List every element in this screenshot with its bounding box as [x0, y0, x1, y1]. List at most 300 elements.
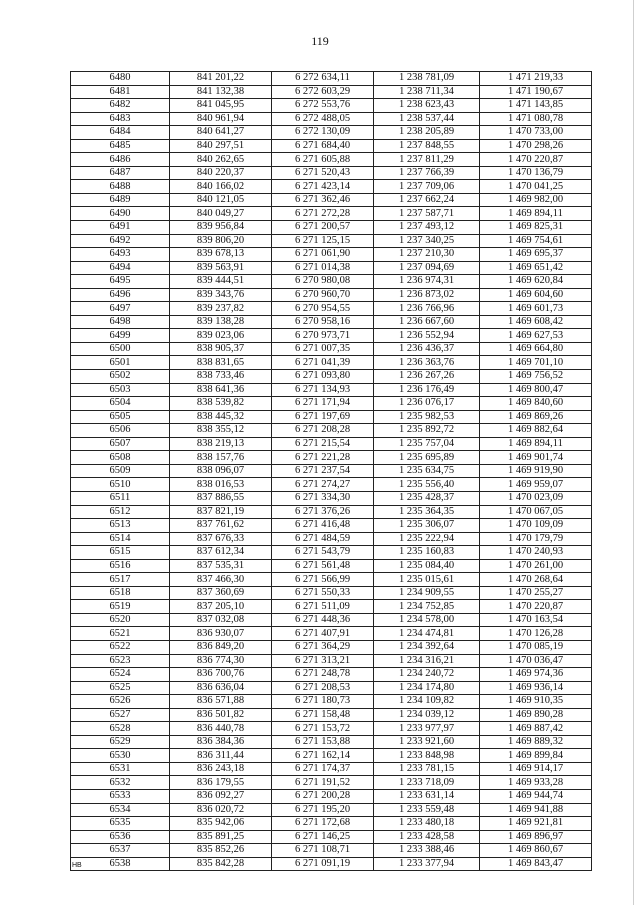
coordinate-cell: 1 234 240,72 — [374, 668, 480, 682]
coordinate-cell: 6 271 208,28 — [272, 424, 374, 438]
coordinate-cell: 1 469 936,14 — [480, 681, 592, 695]
coordinate-cell: 1 236 873,02 — [374, 288, 480, 302]
coordinate-cell: 6 271 146,25 — [272, 830, 374, 844]
table-row — [71, 248, 592, 262]
coordinate-cell: 1 233 848,98 — [374, 749, 480, 763]
point-number-cell: 6495 — [71, 275, 170, 289]
coordinate-cell: 6 271 171,94 — [272, 397, 374, 411]
point-number-cell: 6538 — [71, 857, 170, 871]
table-row — [71, 762, 592, 776]
coordinate-cell: 1 234 752,85 — [374, 600, 480, 614]
coordinate-cell: 6 271 200,28 — [272, 789, 374, 803]
coordinate-cell: 1 236 076,17 — [374, 397, 480, 411]
coordinate-cell: 838 096,07 — [170, 464, 272, 478]
coordinate-cell: 839 343,76 — [170, 288, 272, 302]
table-row — [71, 559, 592, 573]
table-row — [71, 451, 592, 465]
coordinate-cell: 1 237 587,71 — [374, 207, 480, 221]
coordinate-cell: 6 271 091,19 — [272, 857, 374, 871]
coordinate-cell: 6 271 416,48 — [272, 519, 374, 533]
point-number-cell: 6512 — [71, 505, 170, 519]
coordinate-cell: 1 236 974,31 — [374, 275, 480, 289]
coordinate-cell: 1 469 843,47 — [480, 857, 592, 871]
coordinate-cell: 839 678,13 — [170, 248, 272, 262]
coordinate-cell: 1 470 109,09 — [480, 519, 592, 533]
coordinate-cell: 1 469 890,28 — [480, 708, 592, 722]
table-row — [71, 532, 592, 546]
coordinate-cell: 6 271 520,43 — [272, 166, 374, 180]
coordinate-cell: 1 470 067,05 — [480, 505, 592, 519]
point-number-cell: 6491 — [71, 221, 170, 235]
coordinate-cell: 1 235 222,94 — [374, 532, 480, 546]
coordinate-cell: 1 237 493,12 — [374, 221, 480, 235]
table-row — [71, 857, 592, 871]
coordinate-cell: 840 049,27 — [170, 207, 272, 221]
coordinate-cell: 1 469 889,32 — [480, 735, 592, 749]
table-row — [71, 166, 592, 180]
coordinate-cell: 1 234 578,00 — [374, 613, 480, 627]
table-row — [71, 397, 592, 411]
coordinate-cell: 1 469 756,52 — [480, 370, 592, 384]
coordinate-cell: 836 243,18 — [170, 762, 272, 776]
coordinate-cell: 1 469 608,42 — [480, 315, 592, 329]
coordinate-cell: 1 237 094,69 — [374, 261, 480, 275]
table-row — [71, 546, 592, 560]
point-number-cell: 6503 — [71, 383, 170, 397]
coordinate-cell: 840 297,51 — [170, 139, 272, 153]
point-number-cell: 6501 — [71, 356, 170, 370]
coordinate-cell: 1 470 733,00 — [480, 126, 592, 140]
table-row — [71, 112, 592, 126]
coordinate-cell: 6 271 215,54 — [272, 437, 374, 451]
coordinate-cell: 6 272 488,05 — [272, 112, 374, 126]
coordinate-cell: 835 852,26 — [170, 844, 272, 858]
coordinate-cell: 6 271 108,71 — [272, 844, 374, 858]
coordinate-cell: 1 235 982,53 — [374, 410, 480, 424]
coordinate-cell: 1 469 933,28 — [480, 776, 592, 790]
coordinate-cell: 836 179,55 — [170, 776, 272, 790]
table-row — [71, 370, 592, 384]
coordinate-cell: 1 469 664,80 — [480, 342, 592, 356]
coordinate-cell: 6 271 362,46 — [272, 193, 374, 207]
point-number-cell: 6499 — [71, 329, 170, 343]
table-row — [71, 573, 592, 587]
point-number-cell: 6515 — [71, 546, 170, 560]
coordinate-cell: 1 469 914,17 — [480, 762, 592, 776]
coordinate-cell: 6 271 093,80 — [272, 370, 374, 384]
coordinate-cell: 1 235 556,40 — [374, 478, 480, 492]
coordinate-cell: 836 930,07 — [170, 627, 272, 641]
table-row — [71, 478, 592, 492]
coordinate-cell: 6 271 274,27 — [272, 478, 374, 492]
coordinate-cell: 1 469 887,42 — [480, 722, 592, 736]
coordinate-cell: 6 271 376,26 — [272, 505, 374, 519]
coordinate-cell: 837 205,10 — [170, 600, 272, 614]
coordinate-cell: 1 469 754,61 — [480, 234, 592, 248]
table-row — [71, 126, 592, 140]
footer-mark: НВ — [72, 862, 82, 869]
point-number-cell: 6528 — [71, 722, 170, 736]
coordinate-cell: 1 469 894,11 — [480, 207, 592, 221]
point-number-cell: 6518 — [71, 586, 170, 600]
coordinate-cell: 841 045,95 — [170, 99, 272, 113]
coordinate-cell: 836 571,88 — [170, 695, 272, 709]
coordinate-cell: 6 271 061,90 — [272, 248, 374, 262]
coordinate-cell: 1 233 377,94 — [374, 857, 480, 871]
coordinate-cell: 6 271 550,33 — [272, 586, 374, 600]
coordinate-cell: 1 235 428,37 — [374, 491, 480, 505]
table-row — [71, 99, 592, 113]
coordinate-cell: 1 234 392,64 — [374, 640, 480, 654]
table-row — [71, 342, 592, 356]
point-number-cell: 6537 — [71, 844, 170, 858]
table-row — [71, 410, 592, 424]
coordinate-cell: 1 471 143,85 — [480, 99, 592, 113]
coordinate-cell: 838 219,13 — [170, 437, 272, 451]
point-number-cell: 6502 — [71, 370, 170, 384]
coordinate-cell: 1 237 848,55 — [374, 139, 480, 153]
coordinate-cell: 1 469 800,47 — [480, 383, 592, 397]
point-number-cell: 6531 — [71, 762, 170, 776]
coordinate-cell: 6 271 684,40 — [272, 139, 374, 153]
point-number-cell: 6482 — [71, 99, 170, 113]
coordinate-cell: 6 271 484,59 — [272, 532, 374, 546]
coordinate-cell: 1 236 267,26 — [374, 370, 480, 384]
point-number-cell: 6533 — [71, 789, 170, 803]
table-row — [71, 193, 592, 207]
coordinate-cell: 1 236 436,37 — [374, 342, 480, 356]
coordinate-cell: 1 470 240,93 — [480, 546, 592, 560]
table-row — [71, 654, 592, 668]
coordinate-cell: 1 237 662,24 — [374, 193, 480, 207]
coordinate-cell: 6 271 134,93 — [272, 383, 374, 397]
table-row — [71, 817, 592, 831]
page-number: 119 — [311, 34, 329, 48]
coordinate-cell: 6 271 364,29 — [272, 640, 374, 654]
coordinate-cell: 1 235 634,75 — [374, 464, 480, 478]
coordinate-cell: 840 961,94 — [170, 112, 272, 126]
table-row — [71, 803, 592, 817]
coordinate-cell: 840 262,65 — [170, 153, 272, 167]
coordinate-cell: 1 469 901,74 — [480, 451, 592, 465]
table-row — [71, 315, 592, 329]
coordinate-cell: 1 233 921,60 — [374, 735, 480, 749]
coordinate-cell: 1 235 084,40 — [374, 559, 480, 573]
table-row — [71, 844, 592, 858]
coordinate-cell: 1 237 709,06 — [374, 180, 480, 194]
coordinate-cell: 840 641,27 — [170, 126, 272, 140]
table-row — [71, 72, 592, 86]
point-number-cell: 6527 — [71, 708, 170, 722]
coordinate-cell: 1 471 190,67 — [480, 85, 592, 99]
coordinate-cell: 6 271 237,54 — [272, 464, 374, 478]
coordinate-cell: 6 271 162,14 — [272, 749, 374, 763]
coordinate-cell: 1 471 080,78 — [480, 112, 592, 126]
point-number-cell: 6520 — [71, 613, 170, 627]
coordinate-cell: 6 271 014,38 — [272, 261, 374, 275]
coordinate-cell: 1 469 825,31 — [480, 221, 592, 235]
coordinate-cell: 1 469 860,67 — [480, 844, 592, 858]
coordinate-cell: 6 271 543,79 — [272, 546, 374, 560]
coordinate-cell: 836 384,36 — [170, 735, 272, 749]
coordinate-cell: 837 360,69 — [170, 586, 272, 600]
point-number-cell: 6535 — [71, 817, 170, 831]
point-number-cell: 6532 — [71, 776, 170, 790]
coordinate-cell: 1 470 220,87 — [480, 600, 592, 614]
point-number-cell: 6492 — [71, 234, 170, 248]
table-row — [71, 207, 592, 221]
coordinate-cell: 1 470 255,27 — [480, 586, 592, 600]
point-number-cell: 6517 — [71, 573, 170, 587]
point-number-cell: 6530 — [71, 749, 170, 763]
point-number-cell: 6498 — [71, 315, 170, 329]
coordinate-cell: 1 238 205,89 — [374, 126, 480, 140]
coordinate-cell: 838 016,53 — [170, 478, 272, 492]
coordinates-table-body — [71, 72, 592, 871]
coordinates-table — [70, 71, 592, 871]
coordinate-cell: 6 271 195,20 — [272, 803, 374, 817]
table-row — [71, 329, 592, 343]
point-number-cell: 6507 — [71, 437, 170, 451]
table-row — [71, 234, 592, 248]
coordinate-cell: 839 237,82 — [170, 302, 272, 316]
coordinate-cell: 6 271 221,28 — [272, 451, 374, 465]
table-row — [71, 180, 592, 194]
coordinate-cell: 1 235 757,04 — [374, 437, 480, 451]
coordinate-cell: 1 236 552,94 — [374, 329, 480, 343]
coordinate-cell: 1 470 268,64 — [480, 573, 592, 587]
table-row — [71, 221, 592, 235]
point-number-cell: 6483 — [71, 112, 170, 126]
coordinate-cell: 6 272 603,29 — [272, 85, 374, 99]
coordinate-cell: 6 271 153,88 — [272, 735, 374, 749]
coordinate-cell: 1 238 711,34 — [374, 85, 480, 99]
coordinate-cell: 1 235 364,35 — [374, 505, 480, 519]
table-row — [71, 505, 592, 519]
coordinate-cell: 1 233 428,58 — [374, 830, 480, 844]
coordinate-cell: 838 445,32 — [170, 410, 272, 424]
table-row — [71, 600, 592, 614]
table-row — [71, 695, 592, 709]
point-number-cell: 6480 — [71, 72, 170, 86]
coordinate-cell: 1 234 909,55 — [374, 586, 480, 600]
point-number-cell: 6488 — [71, 180, 170, 194]
coordinate-cell: 838 831,65 — [170, 356, 272, 370]
coordinate-cell: 6 271 191,52 — [272, 776, 374, 790]
coordinate-cell: 838 157,76 — [170, 451, 272, 465]
coordinate-cell: 6 271 272,28 — [272, 207, 374, 221]
coordinate-cell: 839 806,20 — [170, 234, 272, 248]
coordinate-cell: 836 020,72 — [170, 803, 272, 817]
coordinate-cell: 6 270 973,71 — [272, 329, 374, 343]
table-row — [71, 491, 592, 505]
table-row — [71, 153, 592, 167]
coordinate-cell: 839 563,91 — [170, 261, 272, 275]
coordinate-cell: 6 271 007,35 — [272, 342, 374, 356]
coordinate-cell: 836 501,82 — [170, 708, 272, 722]
point-number-cell: 6524 — [71, 668, 170, 682]
coordinate-cell: 1 237 766,39 — [374, 166, 480, 180]
point-number-cell: 6504 — [71, 397, 170, 411]
coordinate-cell: 6 272 634,11 — [272, 72, 374, 86]
coordinate-cell: 6 271 313,21 — [272, 654, 374, 668]
coordinate-cell: 837 676,33 — [170, 532, 272, 546]
table-row — [71, 613, 592, 627]
coordinate-cell: 1 238 623,43 — [374, 99, 480, 113]
table-row — [71, 708, 592, 722]
coordinate-cell: 6 271 041,39 — [272, 356, 374, 370]
coordinate-cell: 1 233 781,15 — [374, 762, 480, 776]
coordinate-cell: 838 905,37 — [170, 342, 272, 356]
coordinate-cell: 835 842,28 — [170, 857, 272, 871]
point-number-cell: 6534 — [71, 803, 170, 817]
coordinate-cell: 1 236 176,49 — [374, 383, 480, 397]
coordinate-cell: 837 466,30 — [170, 573, 272, 587]
point-number-cell: 6489 — [71, 193, 170, 207]
coordinate-cell: 1 469 620,84 — [480, 275, 592, 289]
coordinate-cell: 1 238 537,44 — [374, 112, 480, 126]
coordinate-cell: 1 469 601,73 — [480, 302, 592, 316]
point-number-cell: 6525 — [71, 681, 170, 695]
table-row — [71, 302, 592, 316]
coordinate-cell: 839 023,06 — [170, 329, 272, 343]
coordinate-cell: 1 470 023,09 — [480, 491, 592, 505]
coordinate-cell: 1 469 944,74 — [480, 789, 592, 803]
coordinate-cell: 1 233 718,09 — [374, 776, 480, 790]
coordinate-cell: 1 235 015,61 — [374, 573, 480, 587]
coordinate-cell: 839 138,28 — [170, 315, 272, 329]
point-number-cell: 6496 — [71, 288, 170, 302]
coordinate-cell: 6 271 158,48 — [272, 708, 374, 722]
coordinate-cell: 1 234 109,82 — [374, 695, 480, 709]
coordinate-cell: 1 469 840,60 — [480, 397, 592, 411]
coordinate-cell: 1 470 261,00 — [480, 559, 592, 573]
coordinate-cell: 836 092,27 — [170, 789, 272, 803]
coordinate-cell: 840 121,05 — [170, 193, 272, 207]
coordinate-cell: 6 271 605,88 — [272, 153, 374, 167]
coordinate-cell: 1 470 298,26 — [480, 139, 592, 153]
point-number-cell: 6513 — [71, 519, 170, 533]
coordinate-cell: 6 271 125,15 — [272, 234, 374, 248]
coordinate-cell: 1 470 126,28 — [480, 627, 592, 641]
coordinate-cell: 838 539,82 — [170, 397, 272, 411]
point-number-cell: 6490 — [71, 207, 170, 221]
point-number-cell: 6505 — [71, 410, 170, 424]
point-number-cell: 6519 — [71, 600, 170, 614]
coordinate-cell: 6 270 960,70 — [272, 288, 374, 302]
table-row — [71, 464, 592, 478]
coordinate-cell: 1 470 163,54 — [480, 613, 592, 627]
coordinate-cell: 1 470 136,79 — [480, 166, 592, 180]
coordinate-cell: 1 469 627,53 — [480, 329, 592, 343]
table-row — [71, 85, 592, 99]
coordinate-cell: 837 886,55 — [170, 491, 272, 505]
coordinate-cell: 6 271 566,99 — [272, 573, 374, 587]
coordinate-cell: 1 470 041,25 — [480, 180, 592, 194]
coordinate-cell: 6 271 511,09 — [272, 600, 374, 614]
coordinate-cell: 837 612,34 — [170, 546, 272, 560]
coordinate-cell: 841 201,22 — [170, 72, 272, 86]
table-row — [71, 749, 592, 763]
coordinate-cell: 1 233 977,97 — [374, 722, 480, 736]
point-number-cell: 6500 — [71, 342, 170, 356]
coordinate-cell: 1 234 474,81 — [374, 627, 480, 641]
coordinate-cell: 1 233 388,46 — [374, 844, 480, 858]
point-number-cell: 6522 — [71, 640, 170, 654]
point-number-cell: 6511 — [71, 491, 170, 505]
coordinate-cell: 6 271 407,91 — [272, 627, 374, 641]
coordinate-cell: 1 469 910,35 — [480, 695, 592, 709]
coordinate-cell: 6 271 448,36 — [272, 613, 374, 627]
point-number-cell: 6516 — [71, 559, 170, 573]
table-row — [71, 424, 592, 438]
coordinate-cell: 1 235 695,89 — [374, 451, 480, 465]
coordinate-cell: 836 774,30 — [170, 654, 272, 668]
point-number-cell: 6536 — [71, 830, 170, 844]
table-row — [71, 668, 592, 682]
coordinate-cell: 836 311,44 — [170, 749, 272, 763]
coordinate-cell: 1 469 695,37 — [480, 248, 592, 262]
coordinate-cell: 6 271 197,69 — [272, 410, 374, 424]
coordinate-cell: 837 032,08 — [170, 613, 272, 627]
coordinate-cell: 1 235 160,83 — [374, 546, 480, 560]
coordinate-cell: 6 271 172,68 — [272, 817, 374, 831]
coordinate-cell: 6 271 180,73 — [272, 695, 374, 709]
coordinate-cell: 841 132,38 — [170, 85, 272, 99]
coordinate-cell: 836 636,04 — [170, 681, 272, 695]
coordinate-cell: 1 237 340,25 — [374, 234, 480, 248]
coordinate-cell: 6 271 153,72 — [272, 722, 374, 736]
coordinate-cell: 1 469 899,84 — [480, 749, 592, 763]
coordinate-cell: 837 535,31 — [170, 559, 272, 573]
point-number-cell: 6484 — [71, 126, 170, 140]
coordinate-cell: 6 271 174,37 — [272, 762, 374, 776]
table-row — [71, 722, 592, 736]
coordinate-cell: 1 469 651,42 — [480, 261, 592, 275]
coordinate-cell: 1 233 631,14 — [374, 789, 480, 803]
table-row — [71, 261, 592, 275]
point-number-cell: 6529 — [71, 735, 170, 749]
point-number-cell: 6485 — [71, 139, 170, 153]
coordinate-cell: 1 237 811,29 — [374, 153, 480, 167]
table-row — [71, 437, 592, 451]
point-number-cell: 6486 — [71, 153, 170, 167]
coordinate-cell: 1 469 941,88 — [480, 803, 592, 817]
table-row — [71, 627, 592, 641]
point-number-cell: 6509 — [71, 464, 170, 478]
coordinate-cell: 839 444,51 — [170, 275, 272, 289]
coordinate-cell: 1 233 480,18 — [374, 817, 480, 831]
coordinate-cell: 840 166,02 — [170, 180, 272, 194]
coordinate-cell: 6 270 958,16 — [272, 315, 374, 329]
coordinate-cell: 1 236 667,60 — [374, 315, 480, 329]
coordinate-cell: 1 469 896,97 — [480, 830, 592, 844]
coordinate-cell: 1 236 363,76 — [374, 356, 480, 370]
table-row — [71, 681, 592, 695]
point-number-cell: 6481 — [71, 85, 170, 99]
coordinate-cell: 1 234 174,80 — [374, 681, 480, 695]
coordinate-cell: 835 891,25 — [170, 830, 272, 844]
coordinate-cell: 836 440,78 — [170, 722, 272, 736]
coordinate-cell: 835 942,06 — [170, 817, 272, 831]
coordinate-cell: 1 471 219,33 — [480, 72, 592, 86]
table-row — [71, 640, 592, 654]
coordinate-cell: 1 234 039,12 — [374, 708, 480, 722]
coordinate-cell: 1 235 892,72 — [374, 424, 480, 438]
coordinate-cell: 1 469 604,60 — [480, 288, 592, 302]
coordinate-cell: 1 237 210,30 — [374, 248, 480, 262]
coordinate-cell: 837 821,19 — [170, 505, 272, 519]
